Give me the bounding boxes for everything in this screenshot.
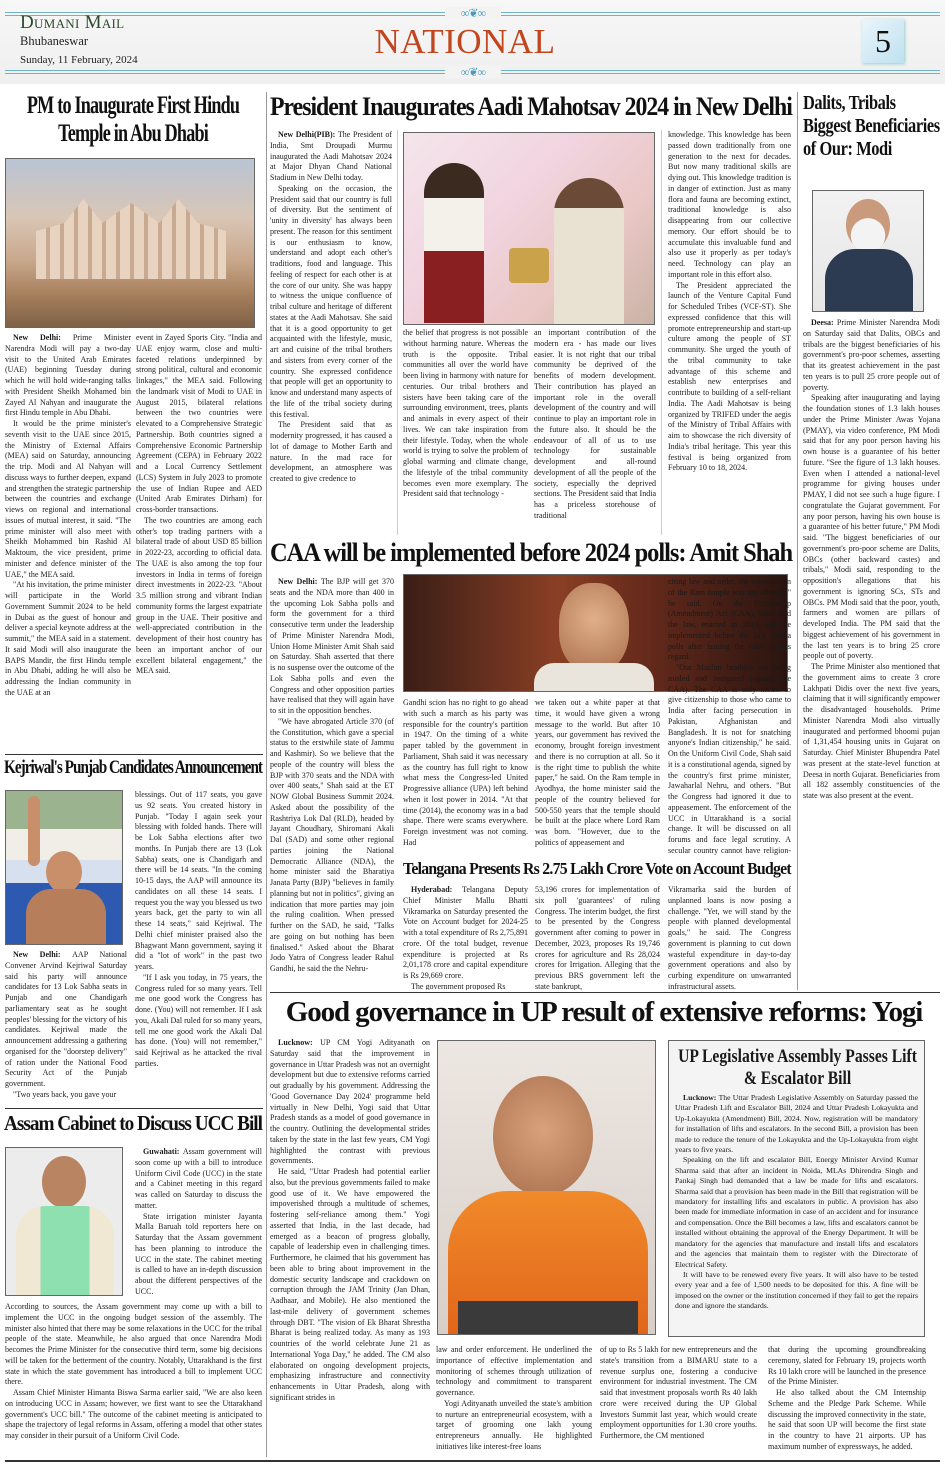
paragraph: "Two years back, you gave your [13, 1089, 117, 1099]
kejriwal-photo [5, 790, 123, 945]
paragraph: The President appreciated the launch of the Venture Capital Fund for Scheduled Tribes (VCF-ST). She expressed confidence that this will promote entrepreneurship and start-up culture among the people of ST community. She urged the youth of the tribal community to take advantage of this scheme and establish new enterprises and contribute to building of a self-reliant India. The Aadi Mahotsav is being organized by TRIFED under the aegis of the Ministry of Tribal Affairs with aim to showcase the rich diversity of India's tribal heritage. This year this festival is being organized from February 10 to 18, 2024. [668, 280, 791, 473]
body-column [270, 1038, 430, 1458]
section-divider [270, 992, 940, 993]
modi-photo [812, 190, 924, 312]
paragraph: It will have to be renewed every five years. It will also have to be tested every year and a fee of 1,500 needs to be deposited for this. A fine will be imposed on the owner or the institution concerned if they fail to get the repairs done and ignore the standards. [675, 1269, 918, 1311]
masthead [0, 0, 945, 84]
body-column [270, 130, 392, 538]
paragraph: He said, "Uttar Pradesh had potential earlier also, but the previous governments failed to make good use of it. We have empowered the impoverished through a multitude of schemes, fostering self-reliance among them." Yogi asserted that India, in the last decade, had emerged as a beacon of progress globally, capable of leadership even in challenging times. Furthermore, he claimed that his government has been able to bring about improvement in the domestic security landscape and crackdown on corruption through the JAM Trinity (Jan Dhan, Aadhaar, and Mobile). He also mentioned the last-mile delivery of government schemes through DBT. "The vision of Ek Bharat Shrestha Bharat is being realized today. As many as 193 countries of the world celebrate June 21 as International Yoga Day," he added. The CM also elaborated on ongoing development projects, emphasizing infrastructure and connectivity enhancements in Uttar Pradesh, along with significant strides in [270, 1167, 430, 1402]
body-column [5, 950, 127, 1106]
paragraph: blessings. Out of 117 seats, you gave us 92 seats. You created history in Punjab. "Today I again seek your blessing with folded hands. There will be Lok Sabha elections after two months. In Punjab there are 13 (Lok Sabha) seats, one is Chandigarh and there will be 14 seats. "In the coming 10-15 days, the AAP will announce its candidates on all these 14 seats. I request you the way you blessed us two years back, get the party to win all these 14 seats," said Kejriwal. The Delhi chief minister praised also the Bhagwant Mann government, saying it did a "lot of work" in the past two years. [135, 790, 262, 971]
paragraph: Speaking after inaugurating and laying the foundation stones of 1.3 lakh houses under the Prime Minister Awas Yojana (PMAY), via video conference, PM Modi said that for any poor person having his own house is a guarantee of his better future. "See the figure of 1.3 lakh houses. Even when I attended a national-level programme for giving houses under PMAY, I did not see such a huge figure. I congratulate the Gujarat government. For any poor person, having his own house is a guarantee of his better future," PM Modi said. "The biggest beneficiaries of our government's pro-poor scheme are Dalits, OBCs (other backward castes) and tribals," Modi said, responding to the opposition's allegations that his government is ignoring SCs, STs and OBCs. PM Modi said that the poor, youth, farmers and women are pillars of developed India. The PM said that the biggest achievement of his government in the last ten years is to bring 25 crore people out of poverty. [803, 393, 940, 661]
dateline: Deesa: [811, 318, 837, 327]
edition-city: Bhubaneswar [20, 34, 89, 48]
paragraph: Speaking on the occasion, the President said that our country is full of diversity. But the sentiment of 'unity in diversity' has always been present. The reason for this sentiment is our enthusiasm to know, understand and adopt each other's traditions, food and language. This feeling of respect for each other is at the core of our unity. She was happy to witness the unique confluence of tribal culture and heritage of different states at the Aadi Mahotsav. She said that it is a good opportunity to get acquainted with the lifestyle, music, art and cuisine of the tribal brothers and sisters from every corner of the country. She expressed confidence that people will get an opportunity to know and understand many aspects of the life of the tribal society during this festival. [270, 183, 392, 419]
issue-date: Sunday, 11 February, 2024 [20, 54, 138, 66]
paragraph: Assam Chief Minister Himanta Biswa Sarma earlier said, "We are also keen on introducing UCC in Assam; however, we first want to see the Uttarakhand government's UCC bill." The outcome of the cabinet meeting is anticipated to shape the trajectory of legal reforms in Assam, offering a model that other states may consider in their pursuit of a Uniform Civil Code. [5, 1388, 262, 1440]
paragraph: event in Zayed Sports City. "India and UAE enjoy warm, close and multi-faceted relations underpinned by strong political, cultural and economic linkages," the MEA said. Following the landmark visit of Modi to UAE in August 2015, bilateral relations between the two countries were elevated to a Comprehensive Strategic Partnership. Both countries signed a Comprehensive Economic Partnership Agreement (CEPA) in February 2022 and a Local Currency Settlement (LCS) System in July 2023 to promote the use of Indian Rupee and AED (United Arab Emirates Dirham) for cross-border transactions. [136, 333, 262, 514]
yogi-adityanath-photo [437, 1040, 656, 1335]
headline: CAA will be implemented before 2024 polls: Amit Shah [270, 538, 793, 567]
column-divider [661, 130, 662, 535]
body-column [768, 1345, 926, 1457]
paragraph: knowledge. This knowledge has been passed down traditionally from one generation to the next for decades. But now many traditional skills are dying out. This knowledge tradition is in danger of extinction. Just as many flora and fauna are becoming extinct, traditional knowledge is also disappearing from our collective memory. Our effort should be to accumulate this invaluable fund and also use it properly as per today's need. Technology can play an important role in this effort also. [668, 130, 791, 279]
paragraph: citing law and order, the construction of the Ram temple was not allowed," he said. On the Citizenship (Amendment) Act (CAA), Shah said the law, enacted in 2019, will be implemented before the Lok Sabha polls after issuing the rules in this regard. [668, 577, 791, 662]
dateline: Hyderabad: [411, 885, 463, 894]
paragraph: New Delhi: AAP National Convener Arvind Kejriwal Saturday said his party will announce candidates for 13 Lok Sabha seats in Punjab and one Chandigarh parliamentary seat as he sought peoples' blessing for the victory of his candidates. Kejriwal made the announcement addressing a gathering organised for the "doorstep delivery" of ration under the National Food Security Act of the Punjab government. [5, 950, 127, 1088]
body-column [403, 885, 528, 990]
ornament-icon: ∞❦∞ [445, 66, 501, 78]
paragraph: "We have abrogated Article 370 (of the Constitution, which gave a special status to the erstwhile state of Jammu and Kashmir). So we believe that the people of the country will bless the BJP with 370 seats and the NDA with over 400 seats," Shah said at the ET NOW Global Business Summit 2024. Asked about the possibility of the Rashtriya Lok Dal (RLD), headed by Jayant Choudhary, Shiromani Akali Dal (SAD) and some other regional parties joining the National Democratic Alliance (NDA), the home minister said the Bharatiya Janata Party (BJP) "believes in family planning but not in politics", giving an indication that more parties may join the ruling coalition. When pressed further on the SAD, he said, "Talks are going on but nothing has been finalised." Asked about the Bharat Jodo Yatra of Congress leader Rahul Gandhi, he said the the Nehru- [270, 716, 394, 973]
paragraph: According to sources, the Assam government may come up with a bill to implement the UCC in the ongoing budget session of the assembly. The minister also hinted that there may be some relaxations in the UCC for the tribal people of the state. Meanwhile, he also argued that once Narendra Modi becomes the Prime Minister for the consecutive third term, some big decisions will be taken for the betterment of the country. Notably, Uttarakhand is the first state in which the state government has introduced a bill to implement UCC there. [5, 1302, 262, 1387]
body-column [535, 885, 660, 990]
paragraph: "At his invitation, the prime minister will participate in the World Government Summit 2024 to be held in Dubai as the guest of honour and deliver a special keynote address at the summit," the MEA said in a statement. It said Modi will also inaugurate the BAPS Mandir, the first Hindu temple in Abu Dhabi, adding he will also be addressing the Indian community in the UAE at an [5, 580, 131, 697]
column-divider [397, 130, 398, 535]
headline: Good governance in UP result of extensive reforms: Yogi [285, 996, 923, 1028]
dateline: Lucknow: [278, 1038, 321, 1047]
paragraph: 53,196 crores for implementation of six poll 'guarantees' of ruling Congress. The interim budget, the first to be presented by the Congress government after coming to power in December, 2023, proposes Rs 19,746 crores for agriculture and Rs 28,024 crores for Irrigation. Alleging that the previous BRS government left the state bankrupt, [535, 885, 660, 990]
body-column [668, 130, 791, 538]
headline-box [4, 1112, 262, 1136]
section-title: NATIONAL [374, 22, 556, 61]
paragraph: that during the upcoming groundbreaking ceremony, slated for February 19, projects worth Rs 10 lakh crore will be launched in the presence of the Prime Minister. [768, 1345, 926, 1387]
paragraph: Lucknow: UP CM Yogi Adityanath on Saturday said that the improvement in governance in Uttar Pradesh was not an overnight development but due to extensive reforms carried out gradually by his government. Addressing the 'Good Governance Day 2024' programme held virtually in New Delhi, Yogi said that Uttar Pradesh stands as a model of good governance in the country. Outlining the developmental strides taken by the state in the last few years, CM Yogi highlighted the contrast with previous governments. [270, 1038, 430, 1166]
headline-box [270, 996, 938, 1028]
body-column [535, 698, 660, 856]
paragraph: New Delhi: The BJP will get 370 seats and the NDA more than 400 in the upcoming Lok Sabha polls and form the government for a third consecutive term under the leadership of Prime Minister Narendra Modi, Union Home Minister Amit Shah said on Saturday. Shah asserted that there is no suspense over the outcome of the Lok Sabha polls and even the Congress and other opposition parties have realised that they will again have to sit in the opposition benches. [270, 577, 394, 715]
page-number: 5 [862, 19, 904, 63]
paragraph: the belief that progress is not possible without harming nature. Whereas the truth is the opposite. Tribal communities all over the world have been living in harmony with nature for centuries. Our tribal brothers and sisters have been taking care of the surrounding environment, trees, plants and animals in every aspect of their lives. We can take inspiration from their lifestyle. Today, when the whole world is trying to solve the problem of global warming and climate change, the lifestyle of the tribal community becomes even more exemplary. The President said that technology - [403, 328, 528, 499]
headline: UP Legislative Assembly Passes Lift & Escalator Bill [678, 1047, 917, 1089]
column-divider [797, 92, 798, 990]
headline-box [4, 758, 262, 779]
body-column [803, 318, 940, 990]
paragraph: Guwahati: Assam government will soon come up with a bill to introduce Uniform Civil Code (UCC) in the state and a Cabinet meeting in this regard was called on Saturday to discuss the matter. [135, 1147, 262, 1210]
temple-photo [5, 158, 255, 328]
body-column [600, 1345, 757, 1457]
paragraph: He also talked about the CM Internship Scheme and the Pledge Park Scheme. While discussing the improved connectivity in the state, he said that soon UP will become the first state in the country to have 21 airports. UP has maximum number of expressways, he added. [768, 1388, 926, 1451]
paragraph: Hyderabad: Telangana Deputy Chief Minister Mallu Bhatti Vikramarka on Saturday presented the Vote on Account budget for 2024-25 with a total expenditure of Rs 2,75,891 crore. Of the total budget, revenue expenditure is projected at Rs 2,01,178 crore and capital expenditure is Rs 29,669 crore. [403, 885, 528, 980]
dateline: New Delhi: [13, 950, 73, 959]
paragraph: Lucknow: The Uttar Pradesh Legislative Assembly on Saturday passed the Uttar Pradesh Lift and Escalator Bill, 2024 and Uttar Pradesh Lokayukta and Up-Lokayukta (Amendment) Bill, 2024. Now, registration will be mandatory for installation of lifts and escalators. In the second Bill, a provision has been made to reduce the tenure of the Lokayukta and the Up-Lokayukta from eight years to five years. [675, 1093, 918, 1155]
paragraph: It would be the prime minister's seventh visit to the UAE since 2015, the Ministry of External Affairs (MEA) said on Saturday, announcing the trip. Modi and Al Nahyan will discuss ways to further deepen, expand and strengthen the strategic partnership between the countries and exchange views on regional and international issues of mutual interest, it said. "The prime minister will also meet with Sheikh Mohammed bin Rashid Al Maktoum, the vice president, prime minister and defence minister of the UAE," the MEA said. [5, 419, 131, 579]
assam-minister-photo [5, 1147, 123, 1296]
article-up-lift-bill [668, 1040, 925, 1337]
headline-box [270, 92, 792, 121]
paragraph: law and order enforcement. He underlined the importance of effective implementation and monitoring of schemes through utilization of technology and commitment to transparent governance. [436, 1345, 592, 1397]
paragraph: we taken out a white paper at that time, it would have given a wrong message to the world. But after 10 years, our government has revived the economy, brought foreign investment and there is no corruption at all. So it is the right time to publish the white paper," he said. On the Ram temple in Ayodhya, the home minister said the people of the country believed for 500-550 years that the temple should be built at the place where Lord Ram was born. "However, due to the politics of appeasement and [535, 698, 660, 847]
paragraph: New Delhi: Prime Minister Narendra Modi will pay a two-day visit to the United Arab Emirates (UAE) beginning Tuesday during which he will hold wide-ranging talks with President Sheikh Mohamed bin Zayed Al Nahyan and inaugurate the first Hindu temple in Abu Dhabi. [5, 333, 131, 418]
paragraph: Speaking on the lift and escalator Bill, Energy Minister Arvind Kumar Sharma said that after an incident in Noida, MLAs Dhirendra Singh and Pankaj Singh had demanded that a law be made for lifts and escalators. Sharma said that a provision has been made in the Bill that registration will be mandatory for installing lifts and escalators in public. A provision has also been made for immediate information in case of an accident and for insurance and compensation. Once the Bill becomes a law, lifts and escalators cannot be installed without obtaining the approval of the Energy Department. It will be mandatory for the agencies that manufacture and install lifts and escalators and the agencies that maintain them to register with the Directorate of Electrical Safety. [675, 1155, 918, 1269]
paragraph: of up to Rs 5 lakh for new entrepreneurs and the state's transition from a BIMARU state to a revenue surplus one, fostering a conducive environment for industrial investment. The CM said that investment proposals worth Rs 40 lakh crore were received during the UP Global Investors Summit last year, which would create employment opportunities for 1.30 crore youths. Furthermore, the CM mentioned [600, 1345, 757, 1440]
body-column [135, 1147, 262, 1299]
dateline: Lucknow: [683, 1093, 719, 1102]
dateline: New Delhi(PIB): [278, 130, 338, 139]
paragraph: The two countries are among each other's top trading partners with a bilateral trade of about USD 85 billion in 2022-23, according to official data. The UAE is also among the top four investors in India in terms of foreign direct investments in 2022-23. "About 3.5 million strong and vibrant Indian community forms the largest expatriate group in the UAE. Their positive and well-appreciated contribution in the development of their host country has been an important anchor of our excellent bilateral engagement," the MEA said. [136, 515, 262, 676]
section-divider [5, 1108, 263, 1109]
column-divider [266, 92, 267, 1457]
dateline: New Delhi: [13, 333, 73, 342]
paragraph: Gandhi scion has no right to go ahead with such a march as his party was responsible for the country's partition in 1947. On the timing of a white paper tabled by the government in Parliament, Shah said it was necessary as the country has full right to know what mess the Congress-led United Progressive alliance (UPA) left behind when it lost power in 2014. "At that time (2014), the economy was in a bad shape. There were scams everywhere. Foreign investment was not coming. Had [403, 698, 528, 847]
page-bottom-rule [5, 1460, 940, 1462]
headline-box [403, 859, 791, 879]
paragraph: New Delhi(PIB): The President of India, Smt Droupadi Murmu inaugurated the Aadi Mahotsav 2024 at Major Dhyan Chand National Stadium in New Delhi today. [270, 130, 392, 182]
body-column [5, 333, 131, 751]
paragraph: Deesa: Prime Minister Narendra Modi on Saturday said that Dalits, OBCs and tribals are the biggest beneficiaries of his government's pro-poor schemes, asserting that its greatest achievement in the past ten years is to pull 25 crore people out of poverty. [803, 318, 940, 392]
body-column [534, 328, 656, 538]
paragraph: "Our Muslim brothers are being misled and instigated (against the CAA). The CAA is only meant to give citizenship to those who came to India after facing persecution in Pakistan, Afghanistan and Bangladesh. It is not for snatching anyone's Indian citizenship," he said. On the Uniform Civil Code, Shah said it is a constitutional agenda, signed by the country's first prime minister, Jawaharlal Nehru, and others. "But the Congress had ignored it due to appeasement. The enforcement of the UCC in Uttarakhand is a social change. It will be discussed on all forums and face legal scrutiny. A secular country cannot have religion- [668, 663, 791, 855]
section-divider [5, 754, 263, 755]
paragraph: Vikramarka said the burden of unplanned loans is now posing a challenge. "Yet, we will stand by the people with planned developmental goals," he said. The Congress government is planning to cut down wasteful expenditure in day-to-day government operations and also by curbing expenditure on unwarranted infrastructural assets. [668, 885, 791, 990]
paragraph: The Prime Minister also mentioned that the government aims to create 3 crore Lakhpati Didis over the next five years, claiming that it will significantly empower the disadvantaged households. Prime Minister Narendra Modi also virtually inaugurated and performed bhoomi pujan of 1,31,454 housing units in Gujarat on Saturday. Chief Minister Bhupendra Patel was present at the state-level function at Deesa in north Gujarat. Beneficiaries from all 182 assembly constituencies of the state was also present at the event. [803, 662, 940, 800]
body-column [135, 790, 262, 1106]
paragraph: State irrigation minister Jayanta Malla Baruah told reporters here on Saturday that the Assam government has been planning to introduce the UCC in the state. The cabinet meeting is called to have an in-depth discussion about the different perspectives of the UCC. [135, 1211, 262, 1296]
paragraph: The President said that as modernity progressed, it has caused a lot of damage to Mother Earth and nature. In the mad race for development, an atmosphere was created to give credence to [270, 420, 392, 483]
paragraph: The government proposed Rs [411, 981, 506, 990]
paragraph: an important contribution of the modern era - has made our lives easier. It is not right that our tribal community be deprived of the benefits of modern development. Their contribution has played an important role in the overall development of the country and will continue to play an important role in the future also. It should be the endeavour of all of us to use technology for sustainable development and all-round development of all the people of the society, especially the deprived sections. The President said that India has a priceless storehouse of traditional [534, 328, 656, 520]
headline-box [270, 538, 792, 567]
headline: Dalits, Tribals Biggest Beneficiaries of Our: Modi [803, 92, 940, 161]
body-column [668, 577, 791, 857]
ornament-icon: ∞❦∞ [445, 7, 501, 19]
body-column [136, 333, 262, 751]
body-column [403, 328, 528, 538]
president-murmu-photo [403, 132, 655, 325]
paragraph: "If I ask you today, in 75 years, the Congress ruled for so many years. Tell me one good work the Congress has done. (You) will not remember. If I ask you, Akali Dal ruled for so many years, tell me one good work the Akali Dal has done. (You) will not remember," said Kejriwal as he attacked the rival parties. [135, 972, 262, 1068]
dateline: New Delhi: [278, 577, 321, 586]
body-column [436, 1345, 592, 1457]
body-column [5, 1302, 262, 1457]
body-column [675, 1093, 918, 1333]
paper-name: Dumani Mail [20, 12, 125, 33]
body-column [668, 885, 791, 990]
headline: Telangana Presents Rs 2.75 Lakh Crore Vote on Account Budget [403, 859, 791, 878]
headline: Assam Cabinet to Discuss UCC Bill [4, 1111, 262, 1135]
paragraph: Yogi Adityanath unveiled the state's ambition to nurture an entrepreneurial ecosystem, with a target of grooming one lakh young entrepreneurs annually. He highlighted initiatives like interest-free loans [436, 1398, 592, 1451]
body-column [270, 577, 394, 990]
dateline: Guwahati: [143, 1147, 183, 1156]
headline: Kejriwal's Punjab Candidates Announcement [4, 758, 263, 778]
headline: PM to Inaugurate First Hindu Temple in Abu Dhabi [26, 92, 240, 147]
body-column [403, 698, 528, 856]
headline: President Inaugurates Aadi Mahotsav 2024 in New Delhi [270, 92, 792, 121]
